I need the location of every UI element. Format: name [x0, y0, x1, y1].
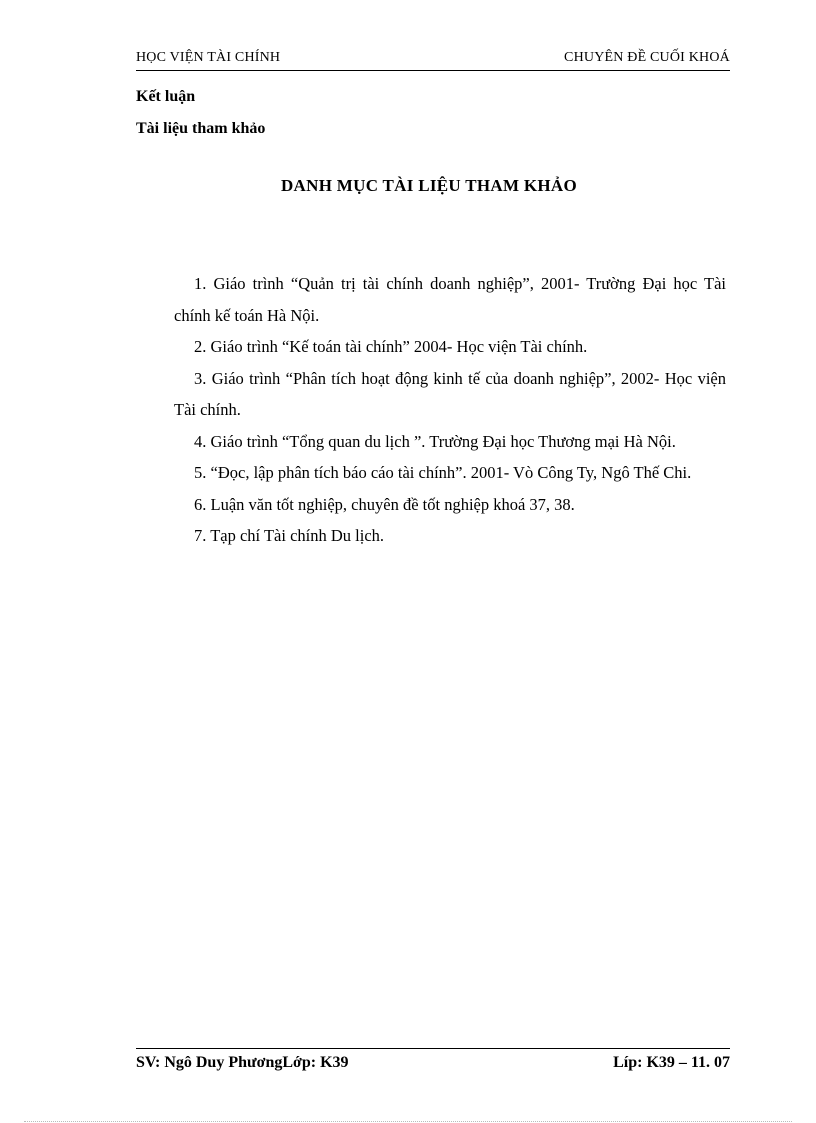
toc-references-heading: Tài liệu tham khảo	[136, 120, 266, 137]
reference-item: 6. Luận văn tốt nghiệp, chuyên đề tốt nghiệp khoá 37, 38.	[194, 494, 575, 514]
page-title: DANH MỤC TÀI LIỆU THAM KHẢO	[280, 176, 578, 195]
reference-item: 3. Giáo trình “Phân tích hoạt động kinh tế của doanh nghiệp”, 2002- Học viện Tài chính.	[174, 368, 726, 419]
page-footer	[136, 1054, 730, 1078]
reference-item: 7. Tạp chí Tài chính Du lịch.	[194, 526, 385, 545]
toc-conclusion-heading: Kết luận	[136, 88, 196, 105]
reference-item: 4. Giáo trình “Tổng quan du lịch ”. Trường Đại học Thương mại Hà Nội.	[194, 431, 676, 451]
reference-item: 2. Giáo trình “Kế toán tài chính” 2004- Học viện Tài chính.	[194, 337, 588, 356]
page-bottom-divider	[24, 1121, 792, 1122]
footer-student: SV: Ngô Duy PhươngLớp: K39	[136, 1054, 349, 1071]
footer-divider	[136, 1048, 730, 1049]
reference-item: 1. Giáo trình “Quản trị tài chính doanh nghiệp”, 2001- Trường Đại học Tài chính kế toán Hà Nội.	[174, 274, 726, 325]
header-institution: HỌC VIỆN TÀI CHÍNH	[136, 50, 281, 65]
page-header	[136, 48, 730, 71]
reference-item: 5. “Đọc, lập phân tích báo cáo tài chính”. 2001- Vò Công Ty, Ngô Thế Chi.	[194, 463, 692, 482]
footer-class: Líp: K39 – 11. 07	[613, 1054, 730, 1071]
header-doc-type: CHUYÊN ĐỀ CUỐI KHOÁ	[564, 50, 730, 65]
reference-list	[174, 268, 726, 552]
